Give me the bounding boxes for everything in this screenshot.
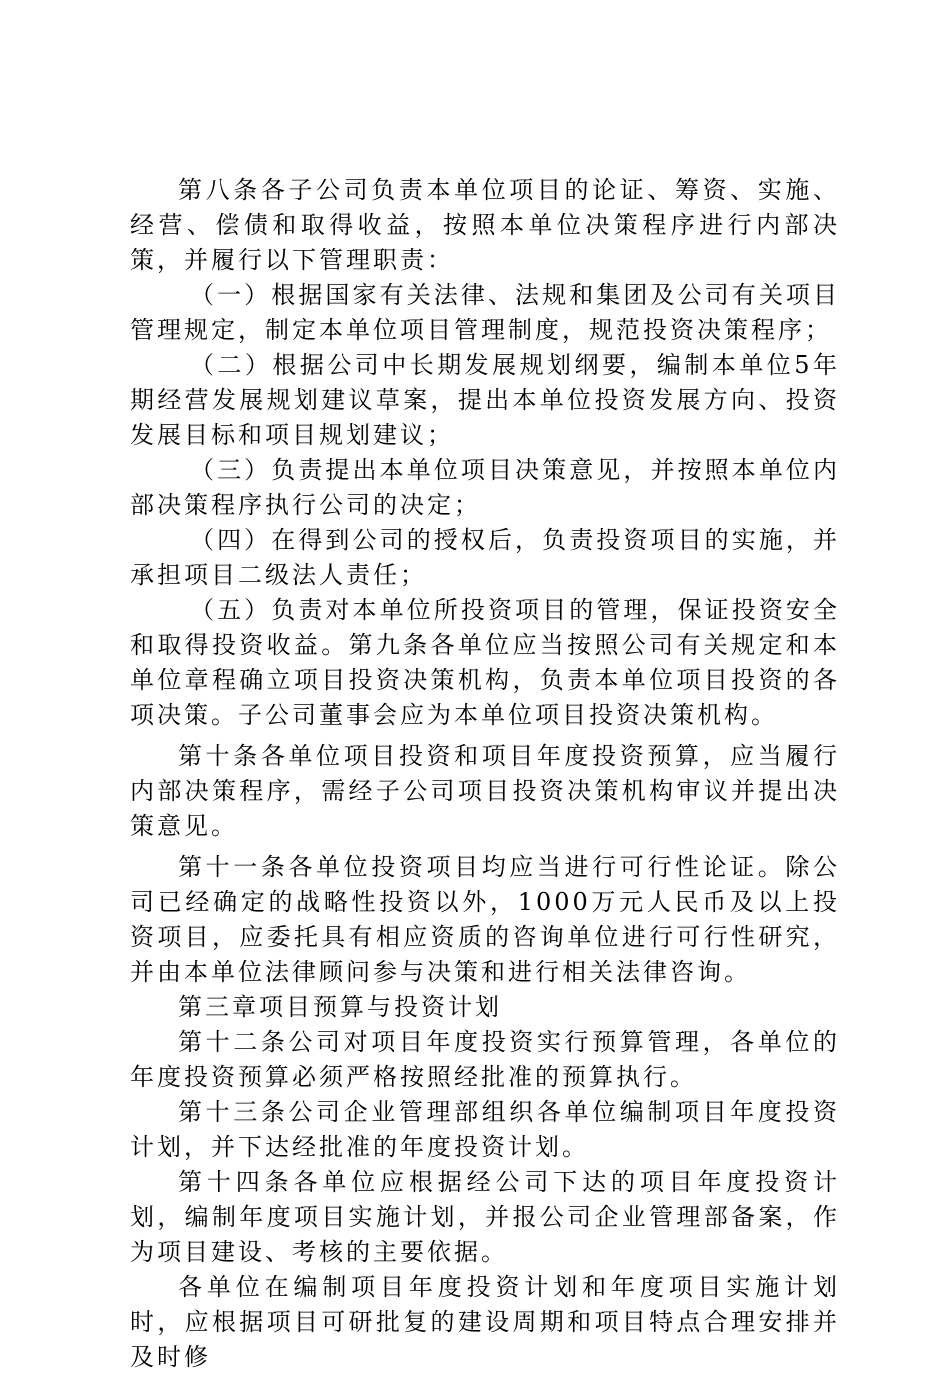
paragraph-article-8-item-5: （五）负责对本单位所投资项目的管理，保证投资安全和取得投资收益。第九条各单位应当按照公司有关规定和本单位章程确立项目投资决策机构，负责本单位项目投资的各项决策。子公司董事会应为本单位项目投资决策机构。 bbox=[130, 596, 840, 729]
paragraph-article-14: 第十四条各单位应根据经公司下达的项目年度投资计划，编制年度项目实施计划，并报公司企业管理部备案，作为项目建设、考核的主要依据。 bbox=[130, 1168, 840, 1266]
paragraph-article-8-item-3: （三）负责提出本单位项目决策意见，并按照本单位内部决策程序执行公司的决定； bbox=[130, 456, 840, 519]
paragraph-article-8-item-1: （一）根据国家有关法律、法规和集团及公司有关项目管理规定，制定本单位项目管理制度，规范投资决策程序； bbox=[130, 281, 840, 344]
chapter-heading-3: 第三章项目预算与投资计划 bbox=[178, 993, 502, 1021]
paragraph-article-12: 第十二条公司对项目年度投资实行预算管理，各单位的年度投资预算必须严格按照经批准的预算执行。 bbox=[130, 1028, 840, 1091]
paragraph-article-11: 第十一条各单位投资项目均应当进行可行性论证。除公司已经确定的战略性投资以外，1000万元人民币及以上投资项目，应委托具有相应资质的咨询单位进行可行性研究，并由本单位法律顾问参与决策和进行相关法律咨询。 bbox=[130, 853, 840, 986]
paragraph-article-13: 第十三条公司企业管理部组织各单位编制项目年度投资计划，并下达经批准的年度投资计划。 bbox=[130, 1098, 840, 1161]
paragraph-article-8-item-4: （四）在得到公司的授权后，负责投资项目的实施，并承担项目二级法人责任； bbox=[130, 526, 840, 589]
paragraph-article-8: 第八条各子公司负责本单位项目的论证、筹资、实施、经营、偿债和取得收益，按照本单位决策程序进行内部决策，并履行以下管理职责： bbox=[130, 176, 840, 274]
paragraph-article-14-continued: 各单位在编制项目年度投资计划和年度项目实施计划时，应根据项目可研批复的建设周期和项目特点合理安排并及时修 bbox=[130, 1273, 840, 1371]
paragraph-article-10: 第十条各单位项目投资和项目年度投资预算，应当履行内部决策程序，需经子公司项目投资决策机构审议并提出决策意见。 bbox=[130, 742, 840, 840]
paragraph-article-8-item-2: （二）根据公司中长期发展规划纲要，编制本单位5年期经营发展规划建议草案，提出本单位投资发展方向、投资发展目标和项目规划建议； bbox=[130, 351, 840, 449]
